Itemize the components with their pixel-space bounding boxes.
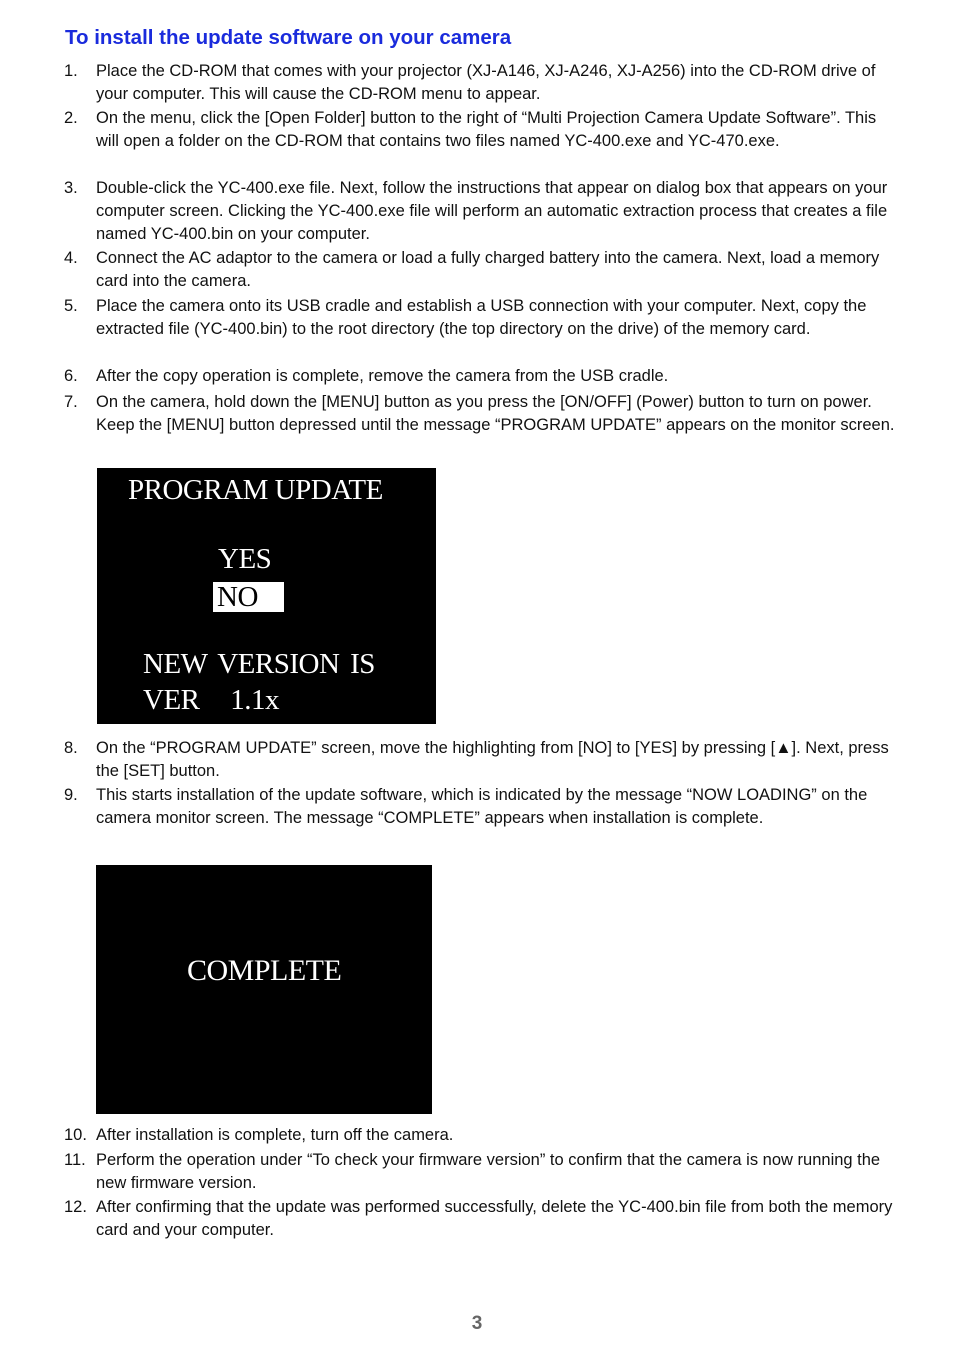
- step-number: 1.: [64, 62, 78, 80]
- step-text: Perform the operation under “To check your firmware version” to confirm that the camera is now running the new firmware version.: [96, 1151, 881, 1192]
- screen-complete-message: COMPLETE: [187, 954, 342, 987]
- step-number: 3.: [64, 179, 78, 197]
- program-update-screen-image: [97, 468, 436, 724]
- step-text: After the copy operation is complete, remove the camera from the USB cradle.: [96, 367, 669, 385]
- screen-version-value: 1.1x: [230, 684, 279, 716]
- step-number: 10.: [64, 1126, 87, 1144]
- screen-option-yes: YES: [218, 543, 272, 575]
- step-number: 7.: [64, 393, 78, 411]
- step-text: After installation is complete, turn off the camera.: [96, 1126, 454, 1144]
- step-text: On the camera, hold down the [MENU] button as you press the [ON/OFF] (Power) button to turn on power. Keep the [MENU] button depressed until the message “PROGRAM UPDATE” appears on the monitor screen.: [96, 393, 895, 434]
- step-text: On the menu, click the [Open Folder] button to the right of “Multi Projection Camera Update Software”. This will open a folder on the CD-ROM that contains two files named YC-400.exe and YC-470.exe.: [96, 109, 877, 150]
- step-text: Place the CD-ROM that comes with your projector (XJ-A146, XJ-A246, XJ-A256) into the CD-ROM drive of your computer. This will cause the CD-ROM menu to appear.: [96, 62, 876, 103]
- step-number: 8.: [64, 739, 78, 757]
- screen-title: PROGRAM UPDATE: [128, 474, 383, 506]
- step-text: Place the camera onto its USB cradle and establish a USB connection with your computer. Next, copy the extracted file (YC-400.bin) to the root directory (the top directory on the drive) of the memory card.: [96, 297, 867, 338]
- step-number: 9.: [64, 786, 78, 804]
- step-text: After confirming that the update was performed successfully, delete the YC-400.bin file from both the memory card and your computer.: [96, 1198, 893, 1239]
- step-number: 4.: [64, 249, 78, 267]
- step-number: 12.: [64, 1198, 87, 1216]
- complete-screen-image: [96, 865, 432, 1114]
- screen-version-label: VER: [143, 684, 200, 716]
- screen-version-line: [143, 684, 279, 717]
- page-number: 3: [471, 1313, 483, 1334]
- step-number: 6.: [64, 367, 78, 385]
- step-text: Double-click the YC-400.exe file. Next, follow the instructions that appear on dialog box that appears on your computer screen. Clicking the YC-400.exe file will perform an automatic extraction process that creates a file named YC-400.bin on your computer.: [96, 179, 888, 243]
- step-text: This starts installation of the update software, which is indicated by the message “NOW LOADING” on the camera monitor screen. The message “COMPLETE” appears when installation is complete.: [96, 786, 868, 827]
- step-number: 5.: [64, 297, 78, 315]
- step-text: On the “PROGRAM UPDATE” screen, move the highlighting from [NO] to [YES] by pressing [▲]. Next, press the [SET] button.: [96, 739, 889, 780]
- screen-option-no-highlighted: NO: [213, 582, 284, 612]
- section-heading: To install the update software on your camera: [65, 26, 512, 49]
- step-number: 11.: [64, 1151, 86, 1169]
- step-number: 2.: [64, 109, 78, 127]
- screen-new-version-label: NEW VERSION IS: [143, 648, 375, 680]
- step-text: Connect the AC adaptor to the camera or load a fully charged battery into the camera. Next, load a memory card into the camera.: [96, 249, 880, 290]
